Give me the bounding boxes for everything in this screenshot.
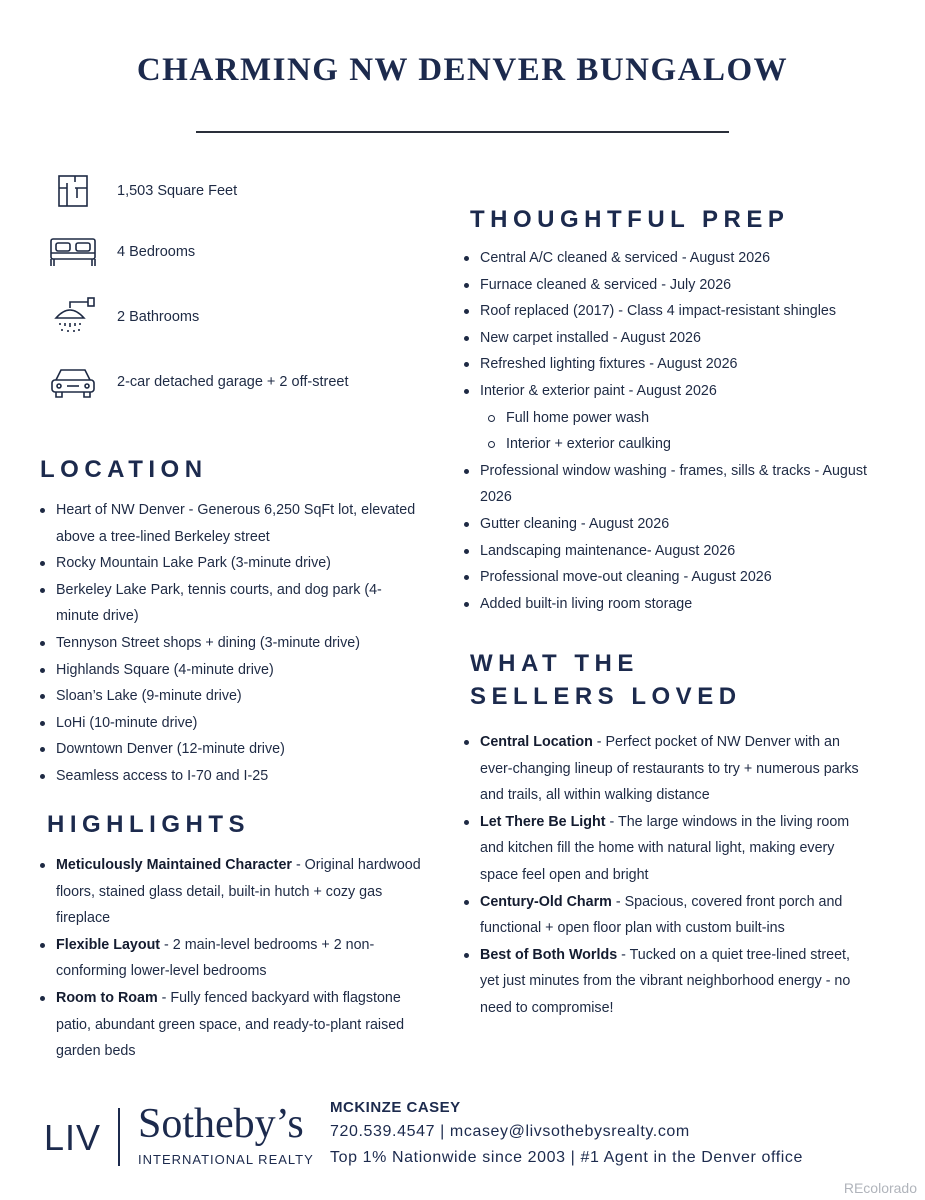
list-item: Seamless access to I-70 and I-25	[40, 763, 420, 790]
agent-contact: 720.539.4547 | mcasey@livsothebysrealty.com	[330, 1123, 690, 1140]
list-item: Professional move-out cleaning - August 2026	[464, 564, 869, 591]
highlights-heading: HIGHLIGHTS	[47, 811, 250, 838]
feature-bathrooms	[40, 292, 199, 342]
location-heading: LOCATION	[40, 456, 208, 483]
page-title: CHARMING NW DENVER BUNGALOW	[136, 52, 789, 88]
highlight-title: Flexible Layout	[56, 936, 161, 953]
highlight-title: Meticulously Maintained Character	[56, 857, 292, 873]
feature-bedrooms	[40, 227, 195, 277]
shower-icon	[40, 292, 106, 342]
prep-heading: THOUGHTFUL PREP	[470, 206, 790, 233]
list-item: Rocky Mountain Lake Park (3-minute drive)	[40, 550, 420, 577]
list-item	[464, 809, 859, 889]
highlight-text: - 2 main-level bedrooms + 2 non-conforming lower-level bedrooms	[56, 936, 375, 980]
agent-credentials: Top 1% Nationwide since 2003 | #1 Agent in the Denver office	[330, 1149, 804, 1166]
list-item	[464, 729, 859, 809]
list-item	[40, 985, 435, 1065]
list-item: New carpet installed - August 2026	[464, 325, 869, 352]
loved-text: - Spacious, covered front porch and functional + open floor plan with custom built-ins	[480, 893, 843, 937]
feature-text: 4 Bedrooms	[117, 244, 196, 260]
logo-sothebys: Sotheby’s	[138, 1101, 304, 1147]
list-item: Landscaping maintenance- August 2026	[464, 538, 869, 565]
list-item	[40, 852, 435, 932]
agent-name: MCKINZE CASEY	[330, 1099, 461, 1116]
list-item: Tennyson Street shops + dining (3-minute drive)	[40, 630, 420, 657]
logo-tagline: INTERNATIONAL REALTY	[138, 1152, 314, 1167]
highlight-text: - Original hardwood floors, stained glass detail, built-in hutch + cozy gas fireplace	[56, 857, 421, 927]
prep-list	[464, 245, 869, 617]
location-list	[40, 497, 420, 790]
feature-text: 2 Bathrooms	[117, 309, 200, 325]
list-item: LoHi (10-minute drive)	[40, 710, 420, 737]
sub-list-item: Interior + exterior caulking	[464, 431, 869, 458]
loved-title: Central Location	[480, 734, 593, 750]
list-item: Heart of NW Denver - Generous 6,250 SqFt lot, elevated above a tree-lined Berkeley street	[40, 497, 420, 550]
feature-garage	[40, 357, 348, 407]
list-item: Roof replaced (2017) - Class 4 impact-resistant shingles	[464, 298, 869, 325]
highlight-text: - Fully fenced backyard with flagstone patio, abundant green space, and ready-to-plant raised garden beds	[56, 989, 405, 1060]
loved-title: Best of Both Worlds	[480, 946, 618, 963]
list-item: Interior & exterior paint - August 2026	[464, 378, 869, 405]
feature-square-feet	[40, 166, 237, 216]
list-item: Central A/C cleaned & serviced - August 2026	[464, 245, 869, 272]
car-icon	[40, 357, 106, 407]
loved-text: - Tucked on a quiet tree-lined street, yet just minutes from the vibrant neighborhood energy - no need to compromise!	[480, 946, 851, 1016]
loved-title: Let There Be Light	[480, 813, 606, 830]
list-item	[464, 889, 859, 942]
loved-text: - Perfect pocket of NW Denver with an ever-changing lineup of restaurants to try + numerous parks and trails, all within walking distance	[480, 734, 859, 804]
list-item: Professional window washing - frames, sills & tracks - August 2026	[464, 458, 869, 511]
highlight-title: Room to Roam	[56, 989, 158, 1006]
highlights-list	[40, 852, 435, 1065]
watermark: REcolorado	[843, 1180, 917, 1196]
list-item: Added built-in living room storage	[464, 591, 869, 618]
title-divider	[196, 131, 729, 133]
logo-divider	[118, 1108, 120, 1166]
list-item: Highlands Square (4-minute drive)	[40, 657, 420, 684]
bed-icon	[40, 227, 106, 277]
list-item: Sloan’s Lake (9-minute drive)	[40, 683, 420, 710]
list-item	[464, 942, 859, 1022]
loved-heading-line-1: WHAT THE	[470, 650, 639, 677]
list-item	[40, 932, 435, 985]
list-item: Refreshed lighting fixtures - August 2026	[464, 351, 869, 378]
loved-title: Century-Old Charm	[480, 893, 612, 910]
loved-list	[464, 729, 859, 1022]
list-item: Gutter cleaning - August 2026	[464, 511, 869, 538]
list-item: Downtown Denver (12-minute drive)	[40, 736, 420, 763]
floor-plan-icon	[40, 166, 106, 216]
feature-text: 1,503 Square Feet	[117, 183, 238, 199]
feature-text: 2-car detached garage + 2 off-street	[117, 374, 349, 390]
logo-liv: LIV	[44, 1117, 102, 1158]
loved-text: - The large windows in the living room and kitchen fill the home with natural light, making every space feel open and bright	[480, 813, 850, 883]
list-item: Furnace cleaned & serviced - July 2026	[464, 272, 869, 299]
sub-list-item: Full home power wash	[464, 405, 869, 432]
list-item: Berkeley Lake Park, tennis courts, and dog park (4-minute drive)	[40, 577, 420, 630]
loved-heading-line-2: SELLERS LOVED	[470, 683, 742, 710]
